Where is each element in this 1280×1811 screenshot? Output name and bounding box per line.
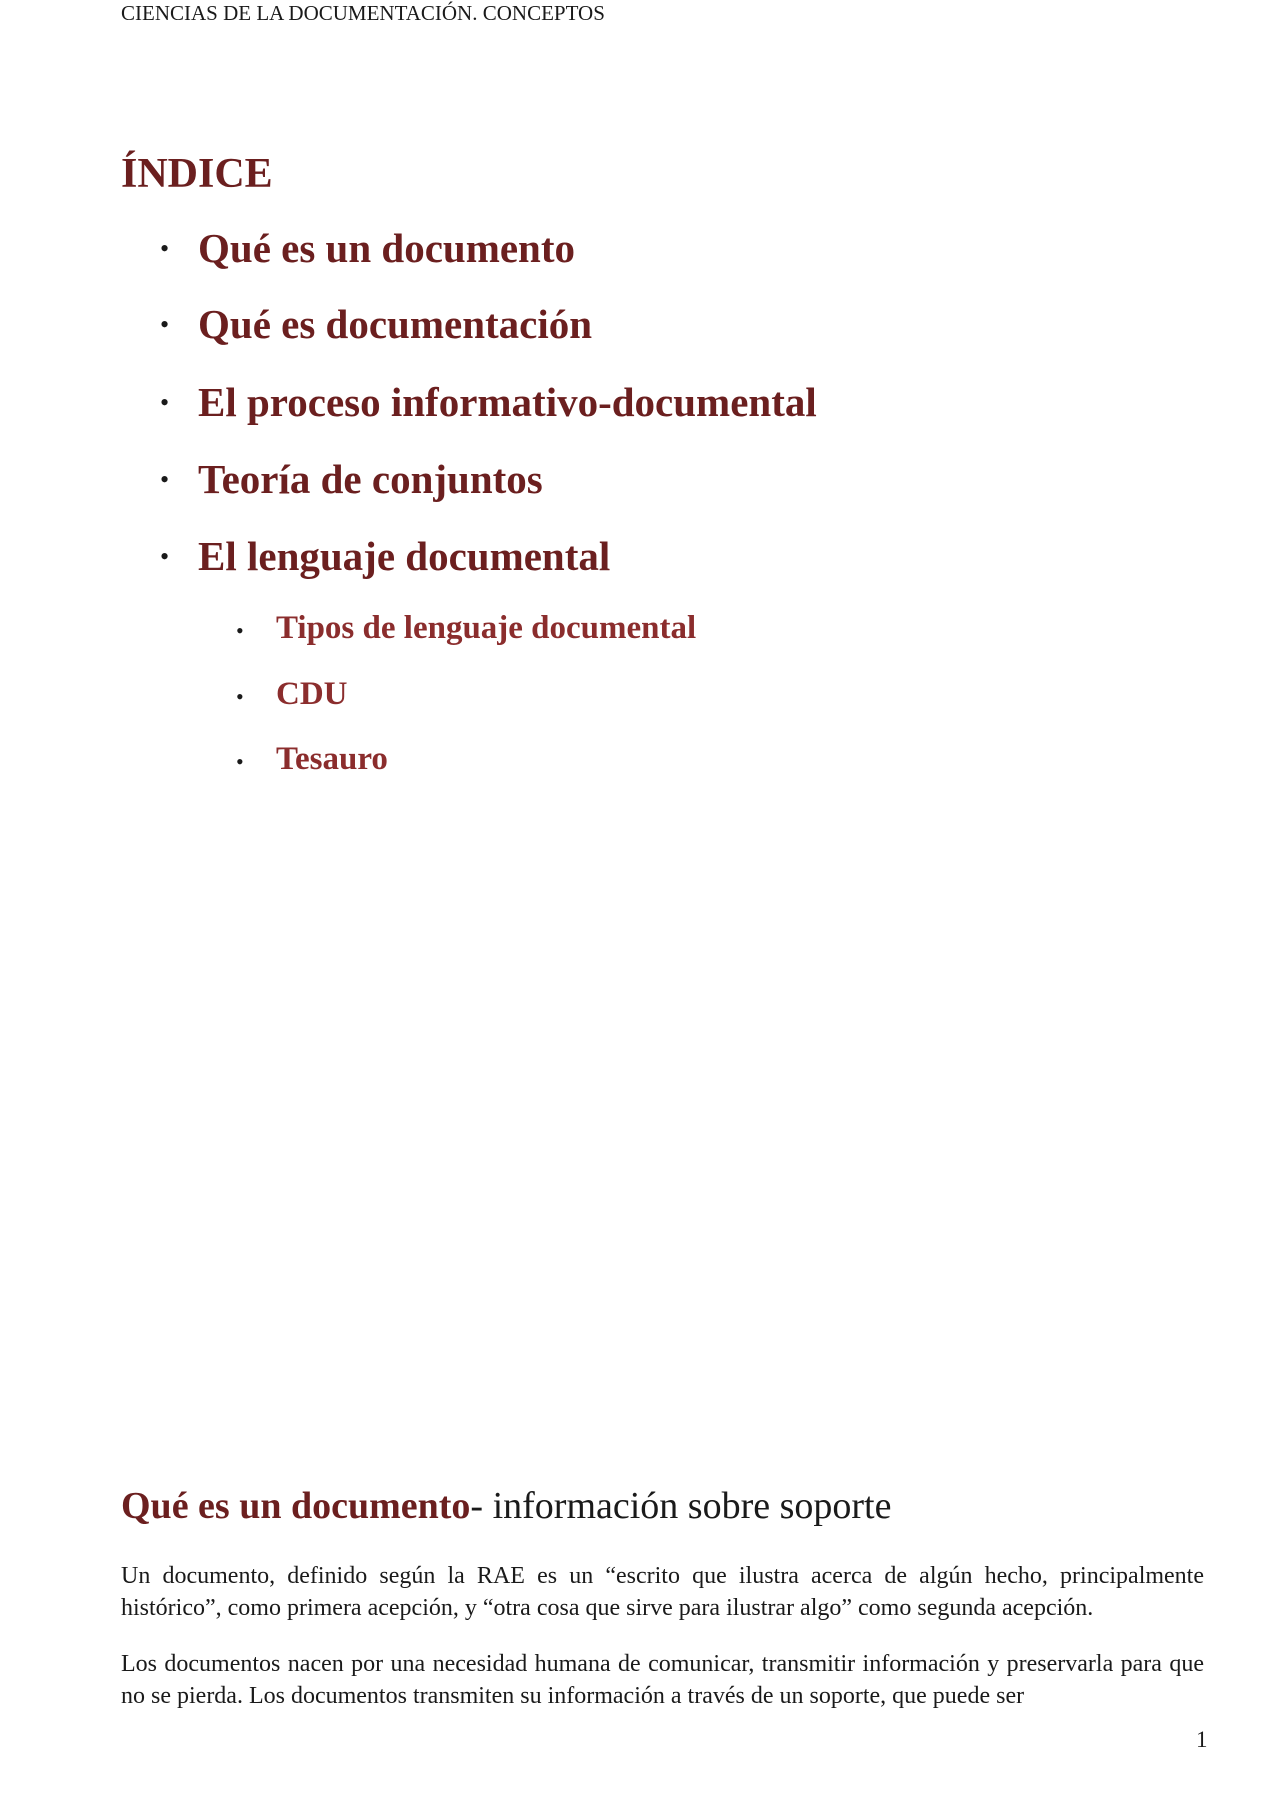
section-heading [121,1484,891,1528]
body-paragraph: Los documentos nacen por una necesidad humana de comunicar, transmitir información y preservarla para que no se pierda. Los documentos transmiten su información a través de un soporte, que puede ser [121,1651,1204,1709]
toc-subitem-label: Tesauro [276,741,388,777]
section-heading-title: Qué es un documento [121,1485,471,1527]
toc-item-label: Qué es un documento [198,225,576,271]
toc-item-label: Qué es documentación [198,301,593,347]
toc-item-label: El lenguaje documental [198,533,611,579]
bullet-icon: • [160,310,170,339]
toc-item-label: El proceso informativo-documental [198,379,817,425]
bullet-icon: • [160,465,170,494]
running-header: CIENCIAS DE LA DOCUMENTACIÓN. CONCEPTOS [121,1,605,25]
section-heading-subtitle: - información sobre soporte [470,1485,892,1527]
page-number: 1 [1196,1727,1208,1752]
toc-subitem-label: CDU [276,676,348,712]
bullet-icon: • [236,749,244,774]
body-paragraph: Un documento, definido según la RAE es un “escrito que ilustra acerca de algún hecho, principalmente histórico”, como primera acepción, y “otra cosa que sirve para ilustrar algo” como segunda acepción. [121,1563,1204,1621]
bullet-icon: • [236,684,244,709]
bullet-icon: • [160,542,170,571]
toc-item-label: Teoría de conjuntos [198,456,543,502]
index-title: ÍNDICE [121,151,273,197]
bullet-icon: • [236,618,244,643]
toc-subitem-label: Tipos de lenguaje documental [276,610,697,646]
bullet-icon: • [160,234,170,263]
bullet-icon: • [160,388,170,417]
